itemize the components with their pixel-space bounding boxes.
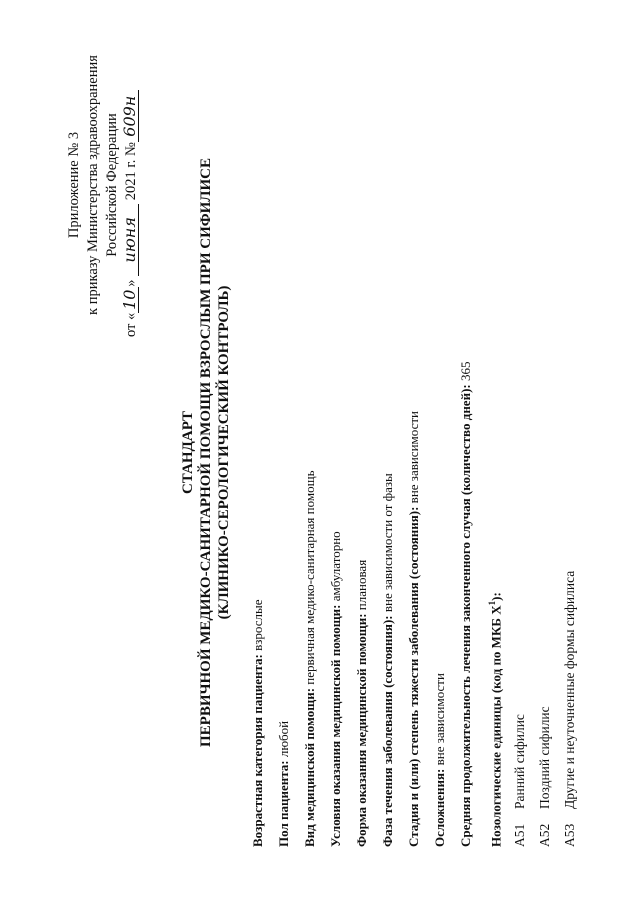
field-treatment-duration [458, 362, 474, 847]
field-value: вне зависимости от фазы [380, 473, 395, 616]
icd-code: A51 [512, 823, 527, 847]
appendix-line-3: Российской Федерации [104, 113, 120, 257]
field-value: плановая [354, 559, 369, 614]
doc-title: СТАНДАРТ [180, 410, 196, 495]
field-sex [276, 721, 292, 847]
handwritten-number: 609н [121, 90, 139, 142]
field-care-form [354, 560, 370, 847]
field-value: амбулаторно [328, 531, 343, 605]
handwritten-day: 10 [121, 287, 139, 313]
field-label: Вид медицинской помощи: [302, 687, 317, 847]
handwritten-month: июня [121, 204, 139, 276]
footnote-mark: 1 [487, 600, 497, 606]
date-year: 2021 г. № [123, 142, 139, 201]
appendix-line-2: к приказу Министерства здравоохранения [85, 55, 101, 315]
field-value: 365 [458, 361, 473, 385]
field-care-conditions [328, 531, 344, 847]
nosology-item [537, 706, 553, 847]
field-label: Стадия и (или) степень тяжести заболевания (состояния): [406, 506, 421, 847]
field-value: взрослые [250, 599, 265, 655]
field-value: вне зависимости [432, 673, 447, 769]
field-disease-phase [380, 473, 396, 847]
doc-subtitle: ПЕРВИЧНОЙ МЕДИКО-САНИТАРНОЙ ПОМОЩИ ВЗРОСЛЫМ ПРИ СИФИЛИСЕ [198, 158, 214, 747]
field-label: Средняя продолжительность лечения законченного случая (количество дней): [458, 384, 473, 847]
field-label: Возрастная категория пациента: [250, 654, 265, 847]
doc-subtitle-2: (КЛИНИКО-СЕРОЛОГИЧЕСКИЙ КОНТРОЛЬ) [216, 285, 232, 620]
field-disease-stage [406, 411, 422, 847]
field-label: Осложнения: [432, 768, 447, 847]
field-label: Форма оказания медицинской помощи: [354, 613, 369, 847]
nosology-label-end: ): [488, 592, 504, 601]
field-age-category [250, 600, 266, 847]
field-label: Условия оказания медицинской помощи: [328, 604, 343, 847]
field-value: первичная медико-санитарная помощь [302, 470, 317, 688]
icd-code: A53 [562, 823, 577, 847]
field-value: любой [276, 720, 291, 761]
icd-name: Поздний сифилис [537, 706, 552, 809]
icd-name: Другие и неуточненные формы сифилиса [562, 570, 577, 809]
appendix-order-date [121, 17, 140, 337]
icd-name: Ранний сифилис [512, 714, 527, 809]
nosology-item [562, 571, 578, 847]
field-label: Фаза течения заболевания (состояния): [380, 615, 395, 847]
date-prefix: от « [123, 312, 139, 337]
field-care-type [302, 470, 318, 847]
icd-code: A52 [537, 823, 552, 847]
nosology-heading [484, 592, 504, 847]
date-mid: » [123, 279, 139, 287]
field-complications [432, 673, 448, 847]
nosology-label: Нозологические единицы (код по МКБ X [488, 605, 504, 847]
appendix-line-1: Приложение № 3 [66, 131, 82, 239]
field-value: вне зависимости [406, 411, 421, 507]
nosology-item [512, 714, 528, 847]
field-label: Пол пациента: [276, 760, 291, 847]
